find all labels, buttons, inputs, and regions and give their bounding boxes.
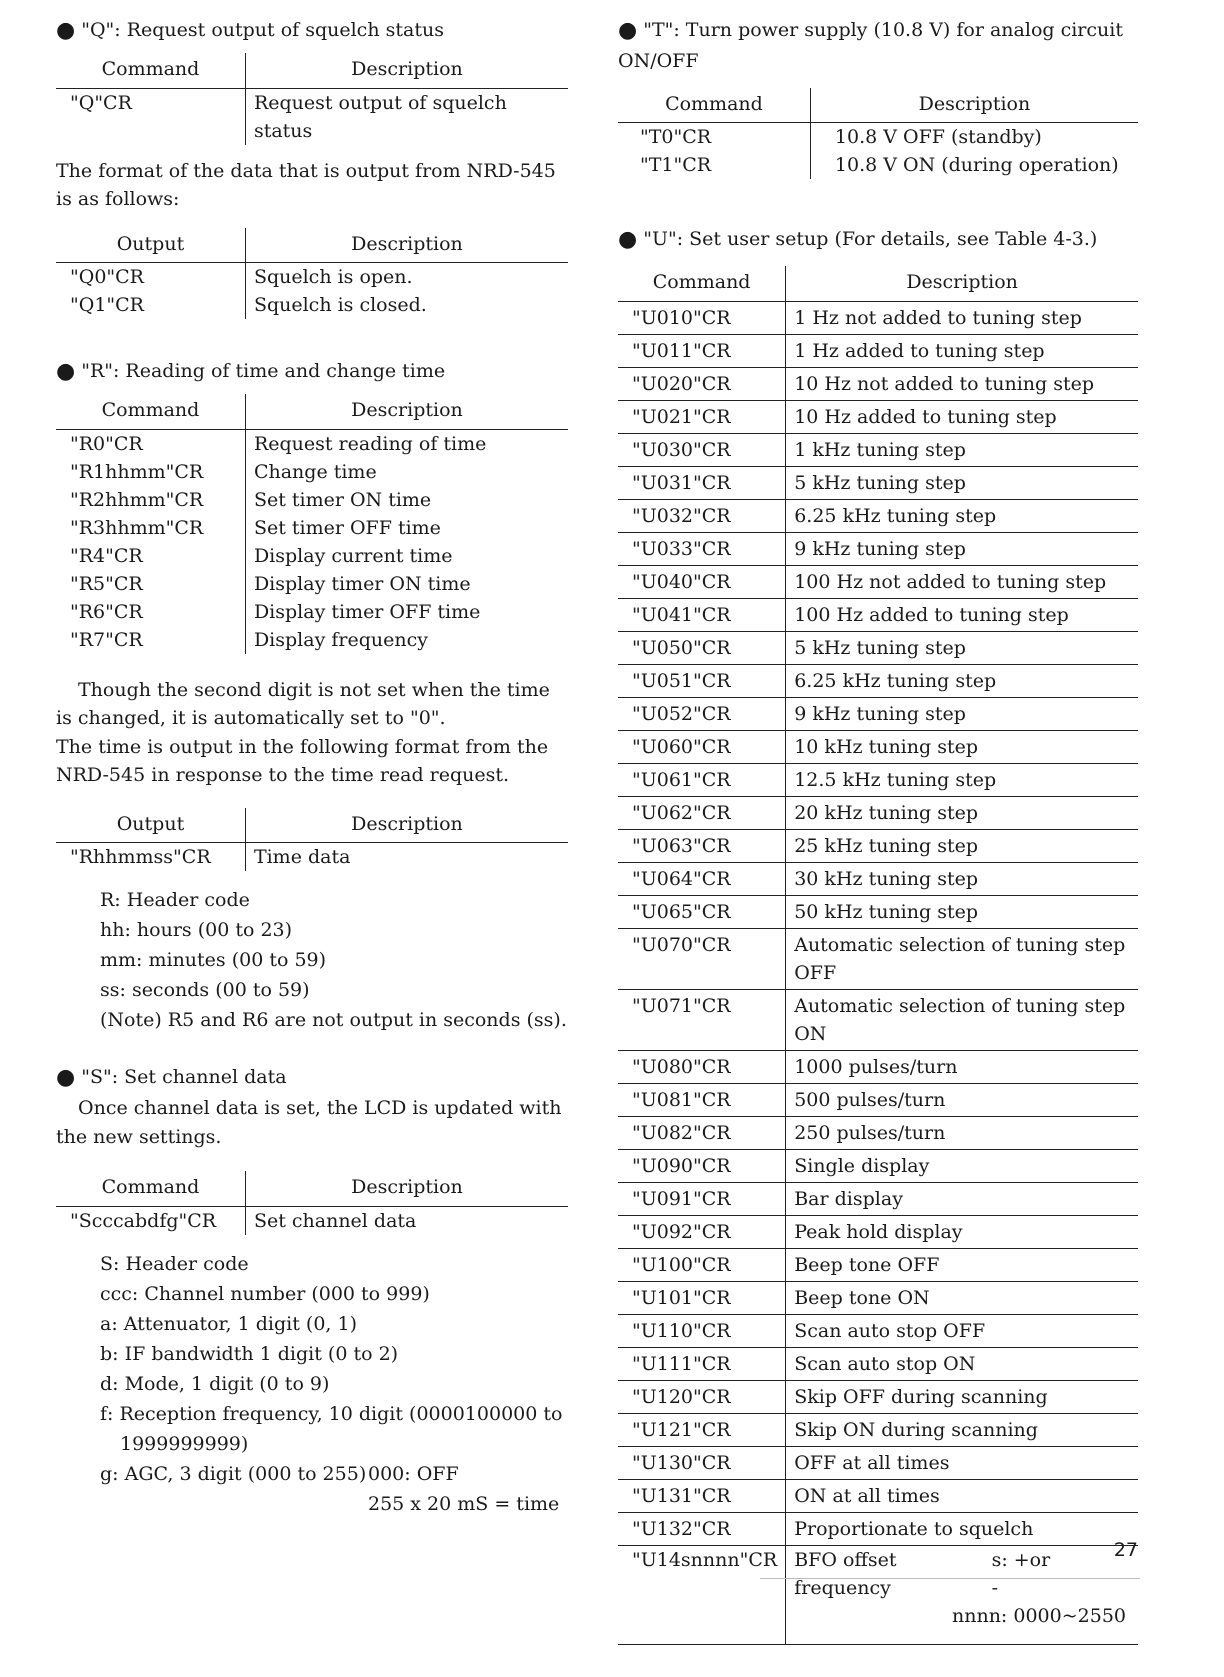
table-row: "U120"CR Skip OFF during scanning (618, 1380, 1138, 1413)
table-row: "U121"CR Skip ON during scanning (618, 1413, 1138, 1446)
note-line: b: IF bandwidth 1 digit (0 to 2) (100, 1342, 399, 1365)
note-line: f: Reception frequency, 10 digit (0000100000 to 1999999999) (100, 1402, 563, 1455)
section-heading-u: ● "U": Set user setup (For details, see Table 4-3.) (618, 227, 1098, 252)
u-last-group (618, 1545, 1138, 1644)
column-header: Command (618, 266, 786, 301)
bullet-icon: ● (618, 227, 638, 252)
table-row: "R2hhmm"CR Set timer ON time (56, 486, 568, 514)
column-header: Description (245, 1171, 568, 1206)
note-line: S: Header code (100, 1252, 249, 1275)
table-row: "U071"CR Automatic selection of tuning step ON (618, 989, 1138, 1050)
table-row: "R3hhmm"CR Set timer OFF time (56, 514, 568, 542)
table-row: "R1hhmm"CR Change time (56, 458, 568, 486)
column-header: Command (56, 394, 245, 429)
table-row: "U010"CR 1 Hz not added to tuning step (618, 301, 1138, 334)
table-row: "R5"CR Display timer ON time (56, 570, 568, 598)
table-row: "R7"CR Display frequency (56, 626, 568, 654)
table-row: "U101"CR Beep tone ON (618, 1281, 1138, 1314)
table-row: "U033"CR 9 kHz tuning step (618, 532, 1138, 565)
column-header: Description (786, 266, 1138, 301)
u-group (618, 1248, 1138, 1314)
column-header: Output (56, 228, 245, 263)
u-group (618, 301, 1138, 367)
bullet-icon: ● (56, 359, 76, 384)
table-row: "U062"CR 20 kHz tuning step (618, 796, 1138, 829)
table-row: "U061"CR 12.5 kHz tuning step (618, 763, 1138, 796)
bullet-icon: ● (618, 18, 638, 43)
table-row: "U031"CR 5 kHz tuning step (618, 466, 1138, 499)
table-row: "U040"CR 100 Hz not added to tuning step (618, 565, 1138, 598)
column-header: Description (245, 228, 568, 263)
note-line: d: Mode, 1 digit (0 to 9) (100, 1372, 330, 1395)
bullet-icon: ● (56, 18, 76, 43)
bullet-icon: ● (56, 1065, 76, 1090)
agc-note: g: AGC, 3 digit (000 to 255) 000: OFF (100, 1462, 459, 1485)
r-output-table (56, 808, 568, 872)
table-row: "Q1"CR Squelch is closed. (56, 291, 568, 319)
table-row: "R6"CR Display timer OFF time (56, 598, 568, 626)
table-row: "Q"CR Request output of squelch status (56, 88, 568, 145)
table-row: "Q0"CR Squelch is open. (56, 263, 568, 292)
u-group (618, 1050, 1138, 1149)
u-command-table (618, 266, 1138, 1645)
note-line: R: Header code (100, 889, 250, 911)
r-paragraph-1: Though the second digit is not set when the time is changed, it is automatically set to "0". (56, 678, 550, 729)
table-row: "U111"CR Scan auto stop ON (618, 1347, 1138, 1380)
s-paragraph: Once channel data is set, the LCD is updated with the new settings. (56, 1097, 562, 1148)
r-notes (100, 885, 568, 1035)
table-row: "U032"CR 6.25 kHz tuning step (618, 499, 1138, 532)
q-output-table (56, 228, 568, 320)
section-heading-q: ● "Q": Request output of squelch status (56, 18, 444, 43)
q-command-table (56, 53, 568, 145)
table-row: "U051"CR 6.25 kHz tuning step (618, 664, 1138, 697)
table-row: "U110"CR Scan auto stop OFF (618, 1314, 1138, 1347)
u-group (618, 631, 1138, 730)
table-row: "U041"CR 100 Hz added to tuning step (618, 598, 1138, 631)
section-heading-s: ● "S": Set channel data (56, 1065, 287, 1090)
column-header: Description (245, 808, 568, 843)
table-row: "R0"CR Request reading of time (56, 429, 568, 458)
table-row: "U132"CR Proportionate to squelch (618, 1512, 1138, 1545)
agc-time-note: 255 x 20 mS = time (368, 1492, 560, 1515)
table-row: "U091"CR Bar display (618, 1182, 1138, 1215)
page-number: 27 (1113, 1539, 1138, 1561)
note-line: a: Attenuator, 1 digit (0, 1) (100, 1312, 357, 1335)
column-header: Command (56, 53, 245, 88)
note-line: (Note) R5 and R6 are not output in seconds (ss). (100, 1009, 567, 1031)
note-line: mm: minutes (00 to 59) (100, 949, 327, 971)
table-row: "U080"CR 1000 pulses/turn (618, 1050, 1138, 1083)
table-row: "U050"CR 5 kHz tuning step (618, 631, 1138, 664)
u-group (618, 565, 1138, 631)
footer-rule (760, 1578, 1140, 1579)
u-group (618, 1446, 1138, 1545)
table-row: "U011"CR 1 Hz added to tuning step (618, 334, 1138, 367)
table-row: "U090"CR Single display (618, 1149, 1138, 1182)
u-group (618, 1380, 1138, 1446)
column-header: Output (56, 808, 245, 843)
column-header: Command (56, 1171, 245, 1206)
r-paragraph-2: The time is output in the following format from the NRD-545 in response to the time read request. (56, 735, 549, 786)
left-column (56, 14, 568, 1545)
note-line: ccc: Channel number (000 to 999) (100, 1282, 430, 1305)
u-group (618, 1314, 1138, 1380)
column-header: Command (618, 88, 810, 123)
table-row: "U14snnnn"CR BFO offset frequency s: +or - nnnn: 0000~2550 (618, 1545, 1138, 1644)
table-row: "U060"CR 10 kHz tuning step (618, 730, 1138, 763)
s-notes (100, 1249, 568, 1519)
table-row: "T0"CR 10.8 V OFF (standby) (618, 123, 1138, 152)
u-group (618, 1149, 1138, 1248)
table-row: "U070"CR Automatic selection of tuning step OFF (618, 928, 1138, 989)
u-group (618, 367, 1138, 433)
u-group (618, 730, 1138, 928)
q-paragraph: The format of the data that is output from NRD-545 is as follows: (56, 159, 556, 210)
table-row: "T1"CR 10.8 V ON (during operation) (618, 151, 1138, 179)
s-command-table (56, 1171, 568, 1235)
t-command-table (618, 88, 1138, 180)
table-row: "U081"CR 500 pulses/turn (618, 1083, 1138, 1116)
table-row: "U065"CR 50 kHz tuning step (618, 895, 1138, 928)
table-row: "R4"CR Display current time (56, 542, 568, 570)
table-row: "Scccabdfg"CR Set channel data (56, 1206, 568, 1235)
column-header: Description (810, 88, 1138, 123)
table-row: "Rhhmmss"CR Time data (56, 843, 568, 872)
table-row: "U064"CR 30 kHz tuning step (618, 862, 1138, 895)
table-row: "U082"CR 250 pulses/turn (618, 1116, 1138, 1149)
table-row: "U021"CR 10 Hz added to tuning step (618, 400, 1138, 433)
u-group (618, 433, 1138, 565)
note-line: hh: hours (00 to 23) (100, 919, 293, 941)
note-line: ss: seconds (00 to 59) (100, 979, 310, 1001)
r-command-table (56, 394, 568, 654)
column-header: Description (245, 53, 568, 88)
table-row: "U063"CR 25 kHz tuning step (618, 829, 1138, 862)
table-row: "U052"CR 9 kHz tuning step (618, 697, 1138, 730)
section-heading-t: ● "T": Turn power supply (10.8 V) for analog circuit ON/OFF (618, 18, 1123, 72)
table-row: "U100"CR Beep tone OFF (618, 1248, 1138, 1281)
u-group (618, 928, 1138, 1050)
table-row: "U020"CR 10 Hz not added to tuning step (618, 367, 1138, 400)
column-header: Description (245, 394, 568, 429)
table-row: "U131"CR ON at all times (618, 1479, 1138, 1512)
table-row: "U130"CR OFF at all times (618, 1446, 1138, 1479)
table-row: "U092"CR Peak hold display (618, 1215, 1138, 1248)
table-row: "U030"CR 1 kHz tuning step (618, 433, 1138, 466)
right-column (618, 14, 1138, 1677)
section-heading-r: ● "R": Reading of time and change time (56, 359, 446, 384)
